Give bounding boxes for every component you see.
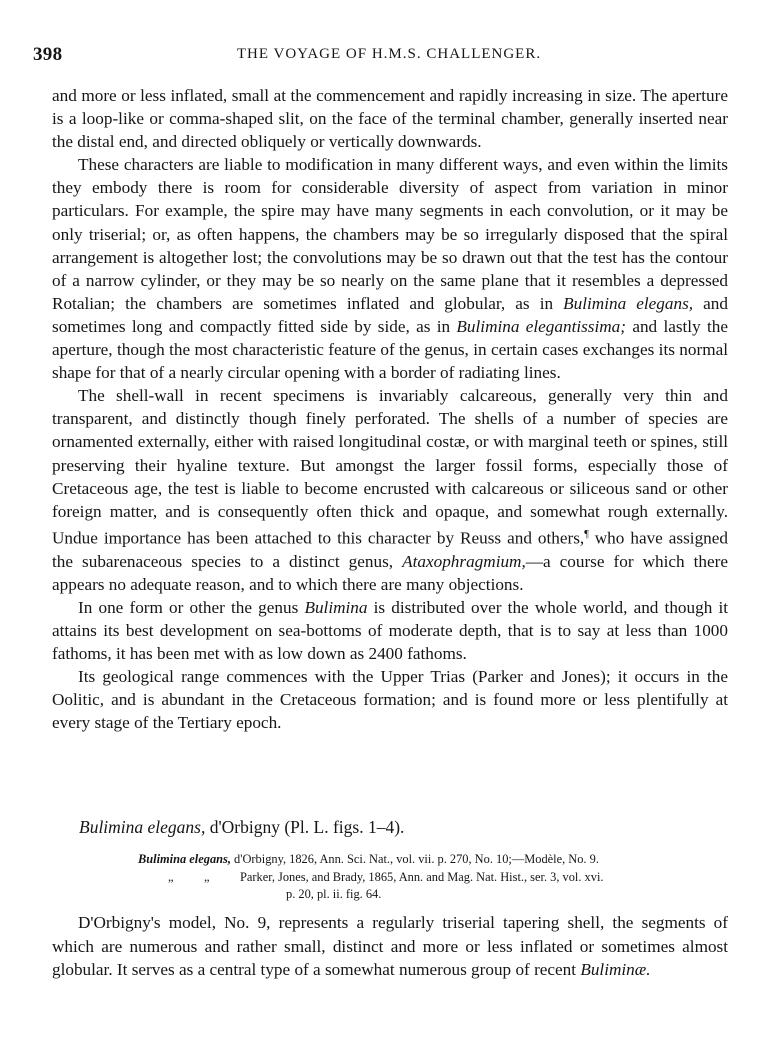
page-number: 398 xyxy=(33,44,63,65)
species-heading xyxy=(79,817,404,838)
reference-1-name: Bulimina elegans, xyxy=(138,852,231,866)
description-paragraph xyxy=(52,911,728,982)
description-text-a: D'Orbigny's model, No. 9, represents a regularly triserial tapering shell, the segments of which are numerous and rather small, distinct and more or less inflated or sometimes almost globular. It serves as a central type of a somewhat numerous group of recent xyxy=(52,913,728,979)
body-text xyxy=(52,84,728,734)
species-heading-name: Bulimina elegans, xyxy=(79,817,206,837)
p2-species-elegans: Bulimina elegans, xyxy=(563,293,694,313)
p2-text-a: These characters are liable to modification in many different ways, and even within the limits they embody there is room for considerable diversity of aspect from variation in minor particulars. For example, the spire may have many segments in each convolution, or it may be only triserial; or, as often happens, the chambers may be so irregularly disposed that the spiral arrangement is altogether lost; the convolutions may be so drawn out that the test has the contour of a narrow cylinder, or they may be so nearly on the same plane that it resembles a depressed Rotalian; the chambers are sometimes inflated and globular, as in xyxy=(52,155,728,313)
paragraph-5: Its geological range commences with the Upper Trias (Parker and Jones); it occurs in the Oolitic, and is abundant in the Cretaceous formation; and is found more or less plentifully at every stage of the Tertiary epoch. xyxy=(52,667,728,733)
reference-1-text: d'Orbigny, 1826, Ann. Sci. Nat., vol. vii. p. 270, No. 10;—Modèle, No. 9. xyxy=(230,852,599,866)
p2-text-c: and lastly the aperture, though the most characteristic feature of the genus, in certain cases exchanges its normal shape for that of a nearly circular opening with a border of radiating lines. xyxy=(52,316,728,383)
p2-text-b: and sometimes long and compactly fitted side by side, as in xyxy=(52,293,728,336)
footnote-marker: ¶ xyxy=(584,528,589,540)
paragraph-1: and more or less inflated, small at the commencement and rapidly increasing in size. The aperture is a loop-like or comma-shaped slit, on the face of the terminal chamber, generally inserted near the distal end, and directed obliquely or vertically downwards. xyxy=(52,86,728,152)
reference-2-continued: p. 20, pl. ii. fig. 64. xyxy=(286,887,382,902)
running-title: THE VOYAGE OF H.M.S. CHALLENGER. xyxy=(236,46,542,62)
p4-text-b: is distributed over the whole world, and though it attains its best development on sea-bottoms of moderate depth, that is to say at less than 1000 fathoms, it has been met with as low down as 2400 fathoms. xyxy=(52,597,729,663)
synonymy-references xyxy=(138,851,728,904)
p3-text-c: —a course for which there appears no adequate reason, and to which there are many objections. xyxy=(52,551,729,594)
p4-genus-bulimina: Bulimina xyxy=(304,597,368,617)
p3-text-a: The shell-wall in recent specimens is invariably calcareous, generally very thin and transparent, and distinctly though finely perforated. The shells of a number of species are ornamented externally, either with raised longitudinal costæ, or with marginal teeth or spines, still preserving their hyaline texture. But amongst the larger fossil forms, especially those of Cretaceous age, the test is liable to become encrusted with calcareous or siliceous sand or other foreign matter, and is consequently often thick and opaque, and somewhat rough externally. Undue importance has been attached to this character by Reuss and others, xyxy=(52,386,728,548)
ditto-mark-2: „ xyxy=(204,869,210,884)
p3-text-b: who have assigned the subarenaceous species to a distinct genus, xyxy=(52,528,728,571)
ditto-mark-1: „ xyxy=(168,869,174,884)
paragraph-2 xyxy=(52,153,728,384)
reference-2-text: Parker, Jones, and Brady, 1865, Ann. and Mag. Nat. Hist., ser. 3, vol. xvi. xyxy=(240,869,604,884)
paragraph-3 xyxy=(52,384,728,596)
p2-species-elegantissima: Bulimina elegantissima; xyxy=(456,316,626,336)
page-header xyxy=(33,44,745,68)
reference-1 xyxy=(138,851,728,869)
p4-text-a: In one form or other the genus xyxy=(78,597,299,617)
paragraph-4 xyxy=(52,596,728,665)
description-text xyxy=(52,911,728,982)
description-group-buliminae: Buliminæ. xyxy=(580,960,651,979)
p3-genus-ataxophragmium: Ataxophragmium, xyxy=(402,551,526,571)
reference-2 xyxy=(138,869,728,887)
species-heading-rest: d'Orbigny (Pl. L. figs. 1–4). xyxy=(205,817,405,837)
